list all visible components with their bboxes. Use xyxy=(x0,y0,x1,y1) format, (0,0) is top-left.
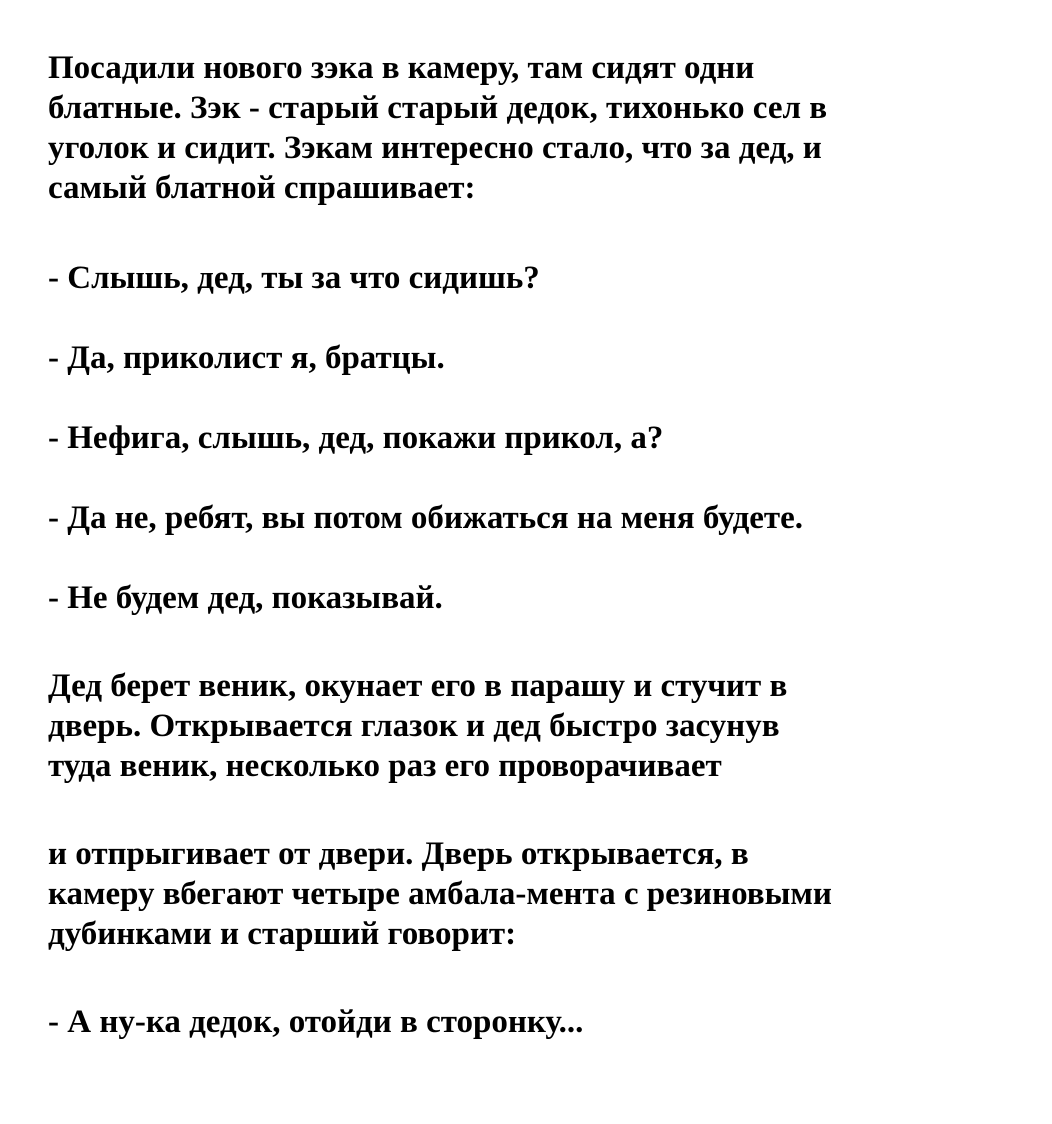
joke-document xyxy=(48,48,1008,1092)
text-line: Посадили нового зэка в камеру, там сидят одни xyxy=(48,50,755,86)
text-line: и отпрыгивает от двери. Дверь открывается, в xyxy=(48,836,749,872)
text-line: блатные. Зэк - старый старый дедок, тихонько сел в xyxy=(48,90,828,126)
text-line: камеру вбегают четыре амбала-мента с резиновыми xyxy=(48,876,832,912)
story-paragraph-2 xyxy=(48,834,1008,954)
dialogue-line: - Нефига, слышь, дед, покажи прикол, а? xyxy=(48,420,664,456)
dialogue-line: - Да, приколист я, братцы. xyxy=(48,340,445,376)
text-line: дверь. Открывается глазок и дед быстро засунув xyxy=(48,708,780,744)
intro-paragraph xyxy=(48,48,1008,208)
story-paragraph-1 xyxy=(48,666,1008,786)
text-line: Дед берет веник, окунает его в парашу и стучит в xyxy=(48,668,788,704)
text-line: самый блатной спрашивает: xyxy=(48,170,476,206)
dialogue-line: - Не будем дед, показывай. xyxy=(48,580,443,616)
final-line: - А ну-ка дедок, отойди в сторонку... xyxy=(48,1004,584,1040)
text-line: уголок и сидит. Зэкам интересно стало, что за дед, и xyxy=(48,130,822,166)
text-line: туда веник, несколько раз его проворачивает xyxy=(48,748,722,784)
dialogue-line: - Слышь, дед, ты за что сидишь? xyxy=(48,260,540,296)
dialogue-line: - Да не, ребят, вы потом обижаться на меня будете. xyxy=(48,500,804,536)
text-line: дубинками и старший говорит: xyxy=(48,916,517,952)
